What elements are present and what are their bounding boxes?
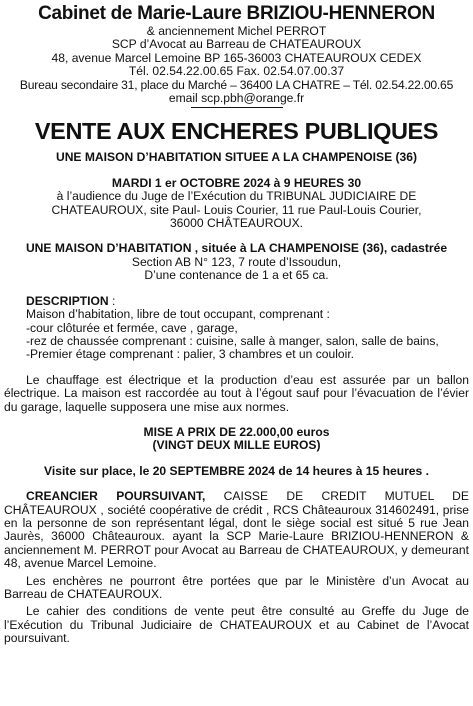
legal-notice <box>4 0 469 646</box>
header-line-secondary-office: Bureau secondaire 31, place du Marché – 36400 LA CHATRE – Tél. 02.54.22.00.65 <box>19 77 454 92</box>
creditor-label: CREANCIER POURSUIVANT, <box>26 489 206 504</box>
subtitle: UNE MAISON D’HABITATION SITUEE A LA CHAMPENOISE (36) <box>55 150 418 165</box>
description-line-4: -Premier étage comprenant : palier, 3 chambres et un couloir. <box>26 347 355 362</box>
starting-price: MISE A PRIX DE 22.000,00 euros <box>143 424 330 439</box>
header-line-address: 48, avenue Marcel Lemoine BP 165-36003 CHATEAUROUX CEDEX <box>51 50 422 65</box>
description-line-2: -cour clôturée et fermée, cave , garage, <box>26 320 238 335</box>
page-title: VENTE AUX ENCHERES PUBLIQUES <box>34 118 439 145</box>
visit-notice: Visite sur place, le 20 SEPTEMBRE 2024 de 14 heures à 15 heures . <box>44 463 429 478</box>
audience-date: MARDI 1 er OCTOBRE 2024 à 9 HEURES 30 <box>111 175 362 190</box>
property-line-2: D’une contenance de 1 a et 65 ca. <box>144 268 329 283</box>
audience-line-2: CHATEAUROUX, site Paul- Louis Courier, 11 rue Paul-Louis Courier, <box>51 202 422 217</box>
cahier-paragraph: Le cahier des conditions de vente peut être consulté au Greffe du Juge de l’Exécution du Tribunal Judiciaire de CHATEAUROUX et au Cabinet de l’Avocat poursuivant. <box>4 604 469 646</box>
description-heading <box>4 295 469 308</box>
description-line-1: Maison d’habitation, libre de tout occupant, comprenant : <box>26 307 330 322</box>
heating-paragraph: Le chauffage est électrique et la production d’eau est assurée par un ballon électrique. La maison est raccordée au tout à l’égout sauf pour l’évacuation de l’évier du garage, laquelle supposera une mise aux normes. <box>4 372 469 414</box>
header-divider <box>191 107 283 108</box>
cabinet-name: Cabinet de Marie-Laure BRIZIOU-HENNERON <box>38 3 435 24</box>
description-label: DESCRIPTION <box>26 293 109 308</box>
creditor-text: CAISSE DE CREDIT MUTUEL DE CHÂTEAUROUX , société coopérative de crédit , RCS Châteauroux 314602491, prise en la personne de son représentant légal, dont le siège social est situé 5 rue Jean Jaurès, 36000 Châteauroux. ayant la SCP Marie-Laure BRIZIOU-HENNERON & anciennement M. PERROT pour Avocat au Barreau de CHATEAUROUX, y demeurant 48, avenue Marcel Lemoine. <box>4 489 469 571</box>
header-line-former: & anciennement Michel PERROT <box>146 24 327 38</box>
description-line-3: -rez de chaussée comprenant : cuisine, salle à manger, salon, salle de bains, <box>26 333 439 348</box>
audience-line-3: 36000 CHÂTEAUROUX. <box>169 216 304 231</box>
starting-price-words: (VINGT DEUX MILLE EUROS) <box>152 438 321 453</box>
property-heading: UNE MAISON D’HABITATION , située à LA CHAMPENOISE (36), cadastrée <box>25 241 448 256</box>
header-line-scp: SCP d’Avocat au Barreau de CHATEAUROUX <box>111 37 362 52</box>
header-line-email: email scp.pbh@orange.fr <box>168 91 305 106</box>
description-colon: : <box>108 293 116 308</box>
header-line-phone: Tél. 02.54.22.00.65 Fax. 02.54.07.00.37 <box>128 64 345 79</box>
property-line-1: Section AB N° 123, 7 route d’Issoudun, <box>131 254 342 269</box>
bids-paragraph: Les enchères ne pourront être portées que par le Ministère d’un Avocat au Barreau de CHATEAUROUX. <box>4 573 469 601</box>
creditor-paragraph <box>4 490 469 570</box>
audience-line-1: à l’audience du Juge de l’Exécution du TRIBUNAL JUDICIAIRE DE <box>56 189 417 204</box>
